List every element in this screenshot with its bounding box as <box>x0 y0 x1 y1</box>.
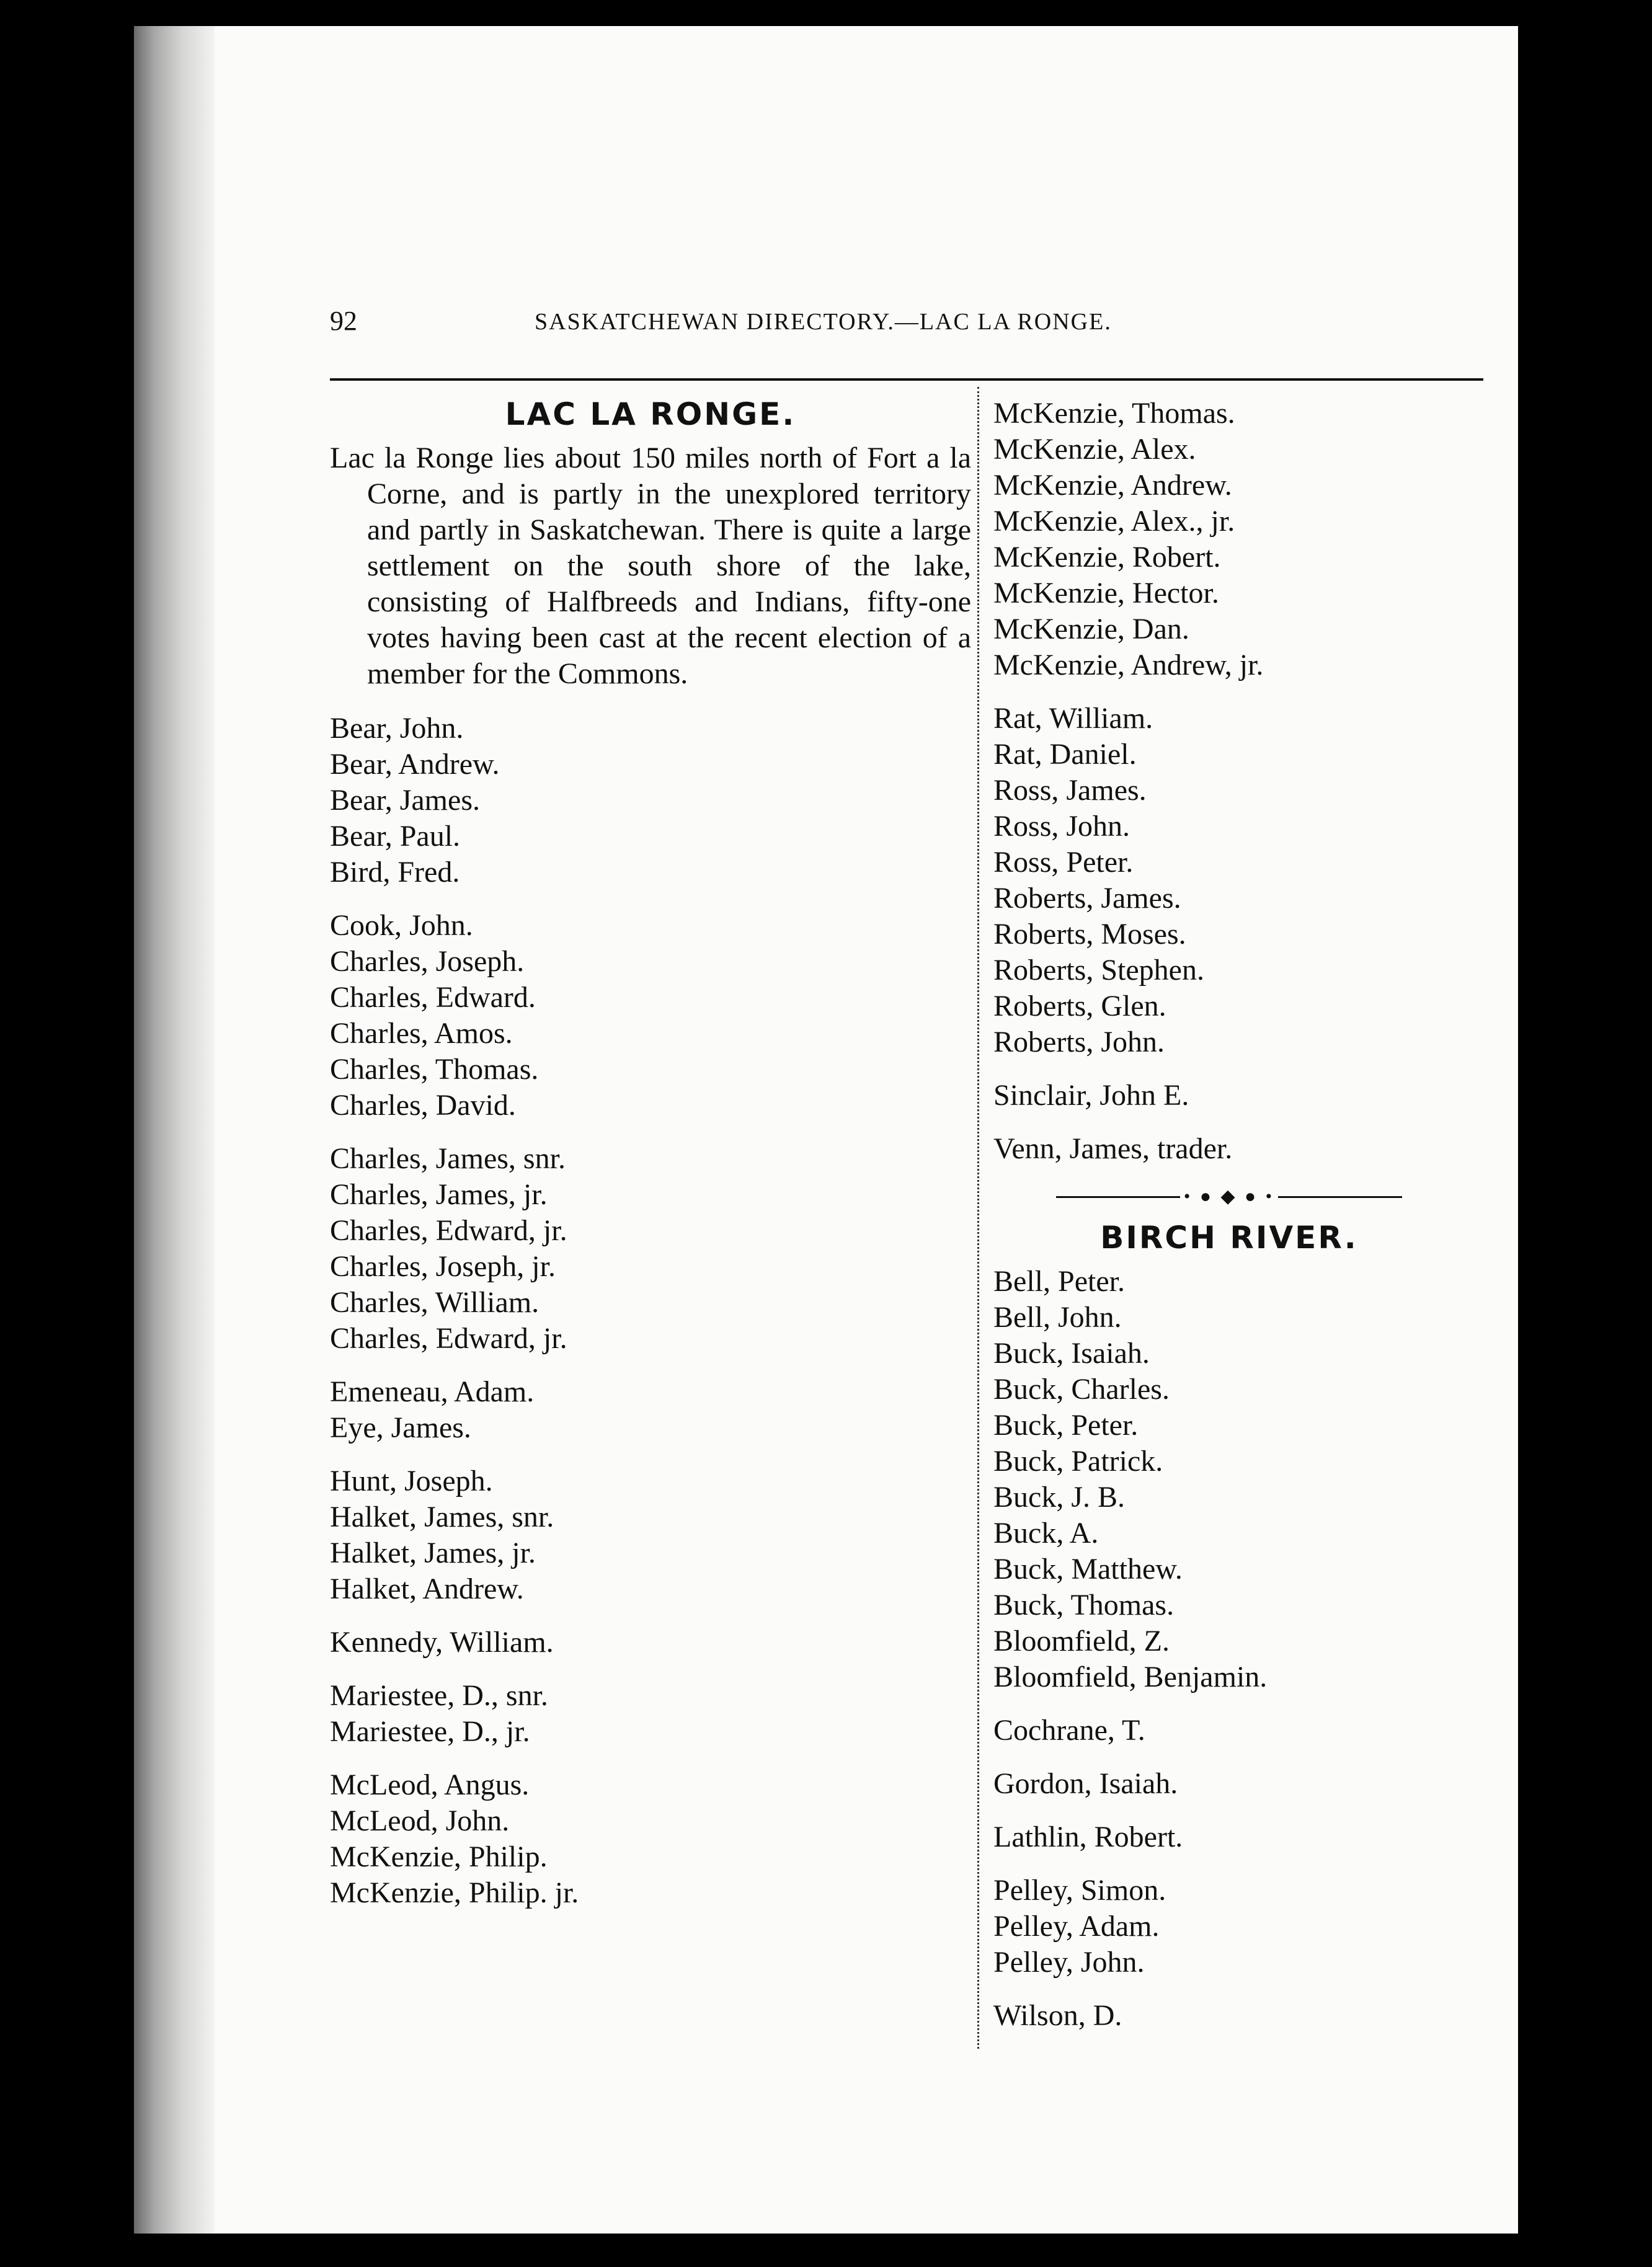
column-divider <box>977 387 980 2049</box>
name-group <box>330 1678 971 1750</box>
directory-entry: Roberts, James. <box>993 882 1181 915</box>
name-group <box>993 1264 1465 1695</box>
name-group <box>993 1078 1465 1114</box>
directory-entry: Mariestee, D., snr. <box>330 1679 548 1712</box>
directory-entry: Bell, Peter. <box>993 1265 1125 1298</box>
name-group <box>993 396 1465 683</box>
directory-entry: Bloomfield, Z. <box>993 1625 1170 1657</box>
directory-entry: Buck, Isaiah. <box>993 1337 1150 1370</box>
directory-entry: Bloomfield, Benjamin. <box>993 1661 1268 1693</box>
right-name-list <box>993 396 1465 1167</box>
name-group <box>993 1713 1465 1749</box>
directory-entry: Eye, James. <box>330 1411 471 1444</box>
name-group <box>330 1463 971 1607</box>
book-binding-edge <box>134 26 215 2234</box>
name-group <box>993 1873 1465 1981</box>
directory-entry: Emeneau, Adam. <box>330 1375 535 1408</box>
directory-entry: Cook, John. <box>330 909 473 942</box>
directory-entry: Charles, Joseph, jr. <box>330 1250 556 1283</box>
directory-entry: Hunt, Joseph. <box>330 1465 493 1497</box>
directory-entry: Pelley, Simon. <box>993 1874 1166 1907</box>
name-group <box>330 1625 971 1661</box>
directory-entry: Bird, Fred. <box>330 856 460 889</box>
directory-entry: Bear, Paul. <box>330 820 461 853</box>
directory-entry: Roberts, John. <box>993 1026 1165 1058</box>
name-group <box>330 1767 971 1911</box>
ornament-glyph: • ● ◆ ● • <box>1183 1186 1275 1207</box>
header-rule <box>330 378 1483 381</box>
directory-entry: Mariestee, D., jr. <box>330 1715 530 1748</box>
directory-entry: Bear, Andrew. <box>330 748 500 781</box>
directory-entry: Gordon, Isaiah. <box>993 1767 1178 1800</box>
section-ornament <box>993 1184 1465 1209</box>
directory-entry: Roberts, Stephen. <box>993 954 1204 987</box>
name-group <box>993 1998 1465 2034</box>
directory-entry: Buck, Patrick. <box>993 1445 1163 1478</box>
directory-entry: Charles, Thomas. <box>330 1053 539 1086</box>
section-title-lac-la-ronge: LAC LA RONGE. <box>505 396 796 432</box>
directory-entry: McKenzie, Dan. <box>993 613 1189 645</box>
directory-entry: Halket, James, jr. <box>330 1537 536 1569</box>
directory-entry: Cochrane, T. <box>993 1714 1145 1747</box>
directory-entry: Bear, John. <box>330 712 464 745</box>
name-group <box>330 908 971 1124</box>
directory-entry: Charles, Edward, jr. <box>330 1214 567 1247</box>
directory-entry: Pelley, John. <box>993 1946 1145 1979</box>
name-group <box>993 701 1465 1060</box>
page-right-edge <box>1518 26 1527 2234</box>
name-group <box>993 1131 1465 1167</box>
directory-entry: Ross, James. <box>993 774 1147 807</box>
directory-entry: Charles, Edward. <box>330 981 536 1014</box>
directory-entry: Lathlin, Robert. <box>993 1821 1183 1853</box>
directory-entry: Wilson, D. <box>993 1999 1122 2032</box>
directory-entry: Ross, Peter. <box>993 846 1134 879</box>
ornament-rule-left <box>1056 1196 1180 1198</box>
directory-entry: Rat, Daniel. <box>993 738 1137 771</box>
directory-entry: McKenzie, Robert. <box>993 541 1221 574</box>
directory-entry: McKenzie, Andrew. <box>993 469 1232 502</box>
directory-entry: McKenzie, Philip. <box>330 1840 548 1873</box>
left-column <box>330 396 971 1928</box>
directory-entry: Pelley, Adam. <box>993 1910 1160 1943</box>
name-group <box>330 711 971 890</box>
directory-entry: Charles, William. <box>330 1286 540 1319</box>
directory-entry: Buck, J. B. <box>993 1481 1126 1514</box>
name-group <box>993 1819 1465 1855</box>
directory-entry: Buck, Peter. <box>993 1409 1139 1442</box>
directory-entry: Charles, David. <box>330 1089 516 1122</box>
directory-page <box>134 26 1527 2234</box>
directory-entry: Kennedy, William. <box>330 1626 554 1659</box>
directory-entry: Buck, Thomas. <box>993 1589 1175 1622</box>
page-number: 92 <box>330 306 357 336</box>
directory-entry: Roberts, Glen. <box>993 990 1166 1023</box>
directory-entry: Halket, James, snr. <box>330 1501 554 1533</box>
directory-entry: Roberts, Moses. <box>993 918 1186 951</box>
directory-entry: McKenzie, Andrew, jr. <box>993 649 1264 681</box>
directory-entry: McLeod, John. <box>330 1804 510 1837</box>
directory-entry: Ross, John. <box>993 810 1130 843</box>
directory-entry: Charles, James, jr. <box>330 1178 548 1211</box>
page-header <box>330 293 1483 348</box>
name-group <box>330 1141 971 1357</box>
directory-entry: Buck, Charles. <box>993 1373 1170 1406</box>
birch-river-name-list <box>993 1264 1465 2034</box>
section-intro: Lac la Ronge lies about 150 miles north of Fort a la Corne, and is partly in the unexplored territory and partly in Saskatchewan. There is quite a large settlement on the south shore of the lake, consisting of Halfbreeds and Indians, fifty-one votes having been cast at the recent election of a member for the Commons. <box>330 441 971 690</box>
directory-entry: Bell, John. <box>993 1301 1122 1334</box>
section-title-birch-river: BIRCH RIVER. <box>1100 1220 1358 1256</box>
directory-entry: McLeod, Angus. <box>330 1768 530 1801</box>
directory-entry: Halket, Andrew. <box>330 1573 524 1605</box>
directory-entry: McKenzie, Alex. <box>993 433 1196 466</box>
running-head: SASKATCHEWAN DIRECTORY.—LAC LA RONGE. <box>535 309 1112 335</box>
directory-entry: McKenzie, Thomas. <box>993 397 1235 430</box>
name-group <box>330 1374 971 1446</box>
directory-entry: McKenzie, Philip. jr. <box>330 1876 579 1909</box>
directory-entry: Charles, Amos. <box>330 1017 513 1050</box>
directory-entry: Buck, A. <box>993 1517 1099 1550</box>
directory-entry: Charles, James, snr. <box>330 1142 566 1175</box>
right-column <box>993 396 1465 2051</box>
left-name-list <box>330 711 971 1911</box>
directory-entry: Sinclair, John E. <box>993 1079 1189 1112</box>
directory-entry: Charles, Edward, jr. <box>330 1322 567 1355</box>
directory-entry: Bear, James. <box>330 784 480 817</box>
directory-entry: Buck, Matthew. <box>993 1553 1183 1586</box>
ornament-rule-right <box>1278 1196 1402 1198</box>
directory-entry: Rat, William. <box>993 702 1153 735</box>
directory-entry: Venn, James, trader. <box>993 1132 1233 1165</box>
directory-entry: Charles, Joseph. <box>330 945 525 978</box>
directory-entry: McKenzie, Hector. <box>993 577 1219 610</box>
directory-entry: McKenzie, Alex., jr. <box>993 505 1235 538</box>
name-group <box>993 1766 1465 1802</box>
